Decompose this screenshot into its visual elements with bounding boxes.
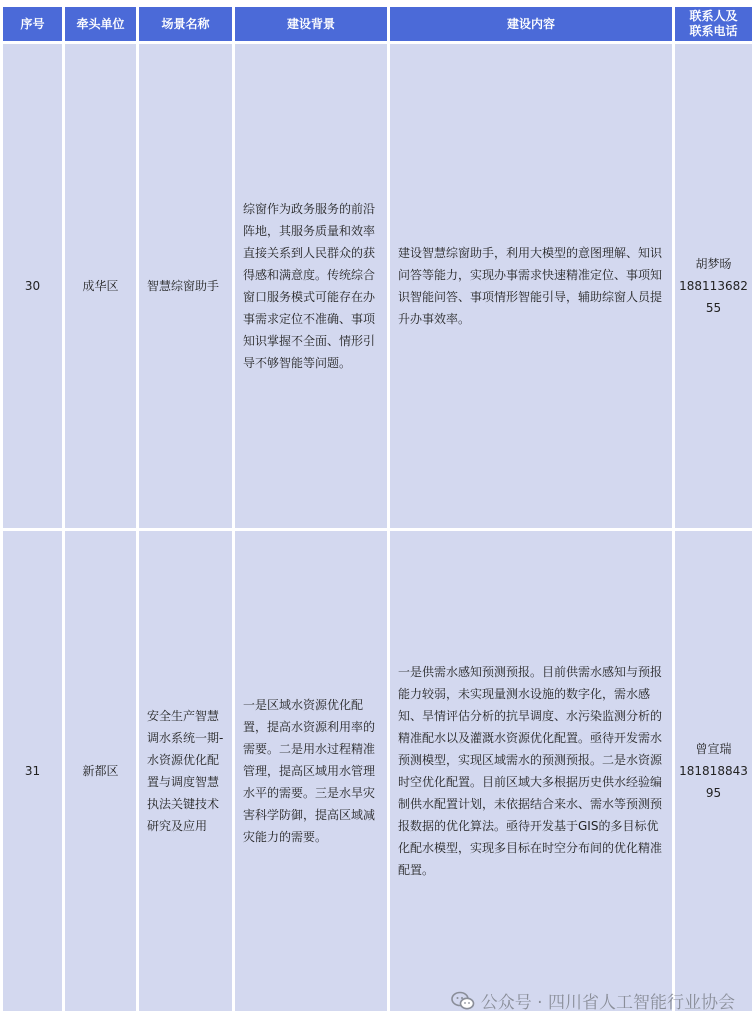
header-unit: 牵头单位	[65, 7, 136, 41]
cell-unit: 成华区	[65, 44, 136, 528]
wechat-icon	[451, 991, 475, 1011]
contact-name: 胡梦旸	[695, 257, 732, 271]
cell-scene: 智慧综窗助手	[139, 44, 232, 528]
header-contact-line2: 联系电话	[689, 24, 738, 38]
project-table	[0, 4, 755, 1014]
cell-contact	[675, 44, 752, 528]
table-header-row	[3, 7, 752, 41]
header-scene: 场景名称	[139, 7, 232, 41]
contact-phone: 18811368255	[679, 279, 748, 315]
cell-background: 一是区域水资源优化配置，提高水资源利用率的需要。二是用水过程精准管理，提高区域用水管理水平的需要。三是水旱灾害科学防御，提高区域减灾能力的需要。	[235, 531, 387, 1011]
watermark-text: 公众号 · 四川省人工智能行业协会	[480, 993, 735, 1013]
header-contact	[675, 7, 752, 41]
cell-scene: 安全生产智慧调水系统一期-水资源优化配置与调度智慧执法关键技术研究及应用	[139, 531, 232, 1011]
header-content: 建设内容	[390, 7, 672, 41]
cell-contact	[675, 531, 752, 1011]
cell-content: 一是供需水感知预测预报。目前供需水感知与预报能力较弱，未实现量测水设施的数字化，需水感知、旱情评估分析的抗旱调度、水污染监测分析的精准配水以及灌溉水资源优化配置。亟待开发需水预测模型，实现区域需水的预测预报。二是水资源时空优化配置。目前区域大多根据历史供水经验编制供水配置计划，未依据结合来水、需水等预测预报数据的优化算法。亟待开发基于GIS的多目标优化配水模型，实现多目标在时空分布间的优化精准配置。	[390, 531, 672, 1011]
table-row	[3, 44, 752, 528]
cell-background: 综窗作为政务服务的前沿阵地，其服务质量和效率直接关系到人民群众的获得感和满意度。传统综合窗口服务模式可能存在办事需求定位不准确、事项知识掌握不全面、情形引导不够智能等问题。	[235, 44, 387, 528]
header-no: 序号	[3, 7, 62, 41]
header-contact-line1: 联系人及	[689, 9, 738, 23]
header-background: 建设背景	[235, 7, 387, 41]
cell-content: 建设智慧综窗助手，利用大模型的意图理解、知识问答等能力，实现办事需求快速精准定位、事项知识智能问答、事项情形智能引导，辅助综窗人员提升办事效率。	[390, 44, 672, 528]
cell-no: 30	[3, 44, 62, 528]
contact-name: 曾宣瑞	[695, 742, 732, 756]
cell-no: 31	[3, 531, 62, 1011]
table-row	[3, 531, 752, 1011]
watermark	[451, 988, 735, 1013]
cell-unit: 新都区	[65, 531, 136, 1011]
contact-phone: 18181884395	[679, 764, 748, 800]
